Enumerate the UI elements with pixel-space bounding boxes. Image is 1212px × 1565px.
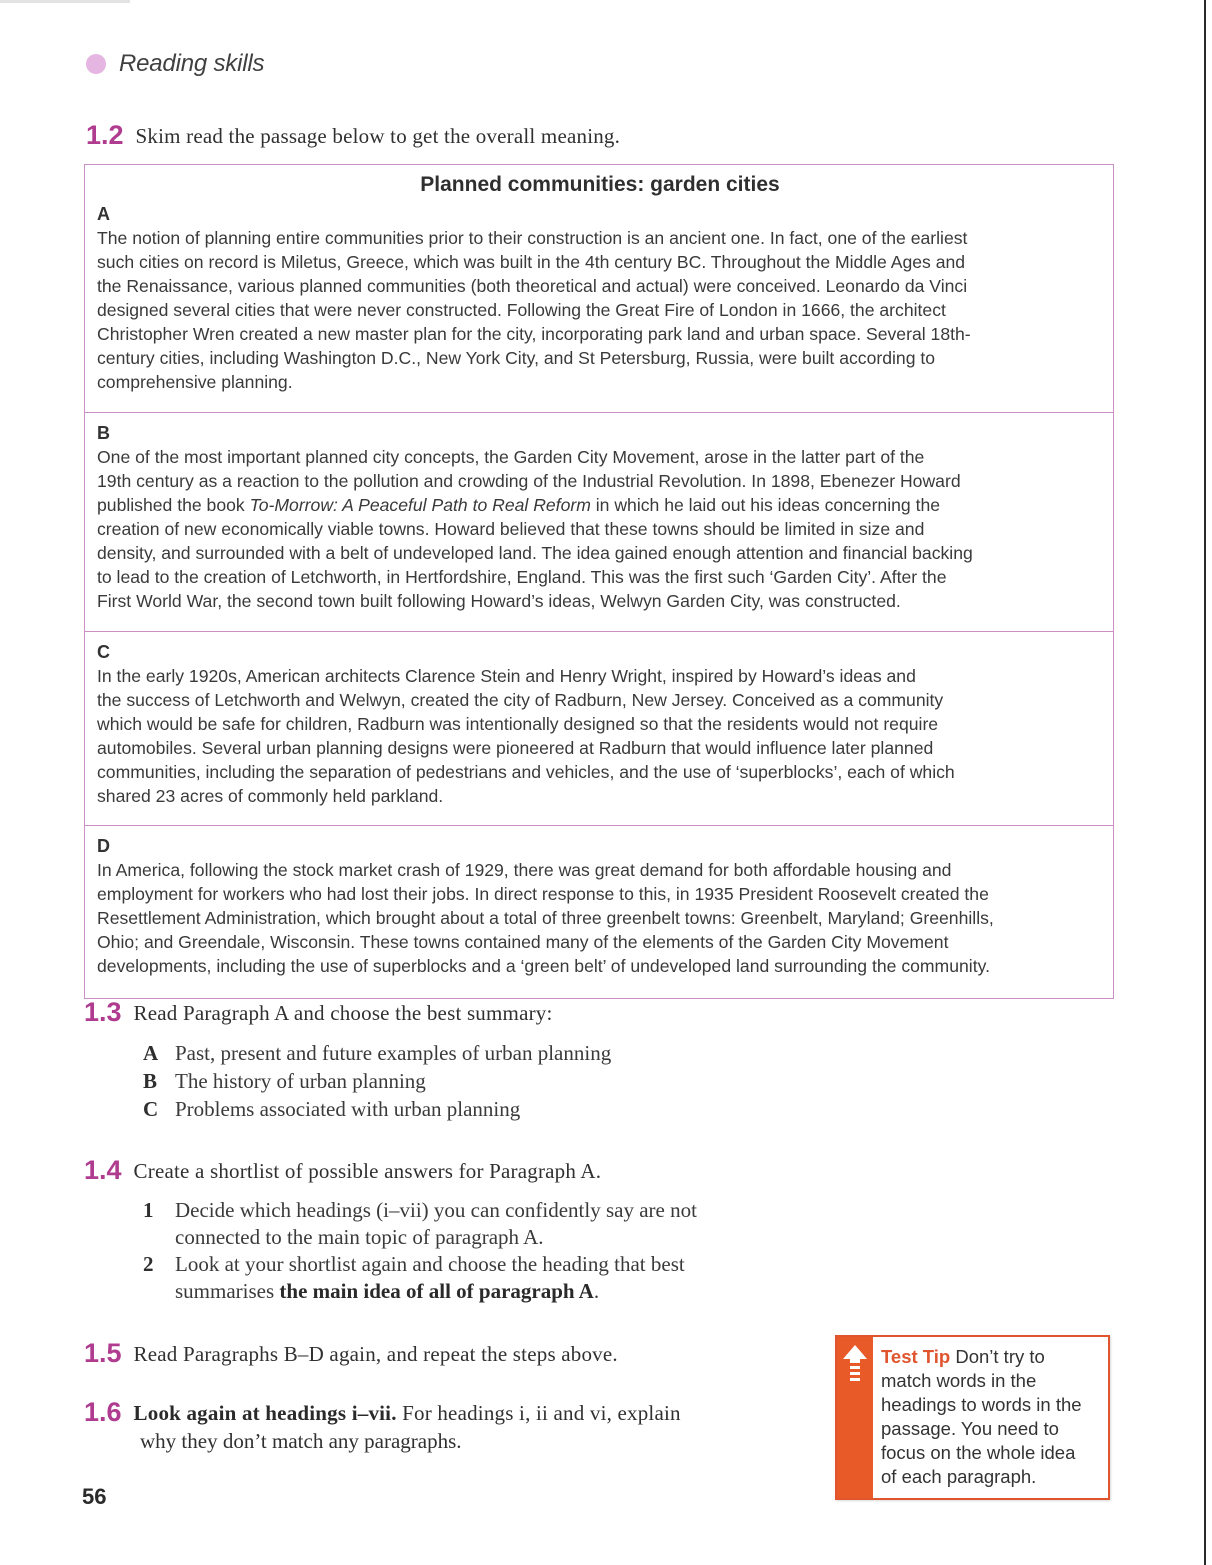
tip-line: focus on the whole idea: [881, 1442, 1076, 1463]
question-text: Create a shortlist of possible answers for Paragraph A.: [133, 1159, 602, 1183]
text-line: employment for workers who had lost their jobs. In direct response to this, in 1935 President Roosevelt created the: [97, 884, 989, 904]
bullet-dot-icon: [86, 54, 106, 74]
test-tip-box: [835, 1335, 1110, 1500]
text-line: century cities, including Washington D.C., New York City, and St Petersburg, Russia, were built according to: [97, 348, 936, 368]
paragraph-letter: A: [97, 204, 110, 224]
text-line: the success of Letchworth and Welwyn, created the city of Radburn, New Jersey. Conceived as a community: [97, 690, 944, 710]
page-edge-top: [0, 0, 130, 3]
summary-options: [143, 1039, 611, 1123]
text-line: The notion of planning entire communities prior to their construction is an ancient one. In fact, one of the earliest: [97, 228, 968, 248]
text-line: which would be safe for children, Radburn was intentionally designed so that the residents would not require: [97, 714, 939, 734]
text-run: in which he laid out his ideas concerning the: [590, 495, 941, 515]
text-run: published the book: [97, 495, 250, 515]
section-title: Reading skills: [119, 50, 265, 77]
question-number: 1.3: [84, 997, 122, 1027]
passage-box: [84, 164, 1114, 999]
paragraph-text: [97, 664, 1103, 808]
option-letter: C: [143, 1097, 159, 1121]
step-2: [143, 1251, 785, 1305]
question-number: 1.2: [86, 120, 124, 150]
paragraph-d: [85, 834, 1113, 998]
question-1-2: [86, 120, 620, 151]
option-text: Past, present and future examples of urban planning: [175, 1041, 612, 1065]
text-line: automobiles. Several urban planning designs were pioneered at Radburn that would influence later planned: [97, 738, 934, 758]
tip-content: [873, 1337, 1088, 1498]
question-1-4: [84, 1155, 601, 1186]
step-number: 2: [143, 1252, 154, 1276]
tip-line: headings to words in the: [881, 1394, 1082, 1415]
step-1: [143, 1197, 785, 1251]
paragraph-letter: C: [97, 642, 110, 662]
question-text: For headings i, ii and vi, explain: [396, 1401, 681, 1425]
question-1-3: [84, 997, 553, 1028]
question-text: Read Paragraphs B–D again, and repeat the steps above.: [133, 1342, 618, 1366]
paragraph-c: [85, 640, 1113, 826]
option-c[interactable]: [143, 1095, 611, 1123]
text-line: Resettlement Administration, which brought about a total of three greenbelt towns: Greenbelt, Maryland; Greenhills,: [97, 908, 994, 928]
text-line: One of the most important planned city concepts, the Garden City Movement, arose in the latter part of the: [97, 447, 925, 467]
text-line: developments, including the use of superblocks and a ‘green belt’ of undeveloped land surrounding the community.: [97, 956, 990, 976]
option-text: Problems associated with urban planning: [175, 1097, 521, 1121]
option-letter: B: [143, 1069, 158, 1093]
text-run: Look at your shortlist again and choose the heading that best summarises: [175, 1252, 685, 1303]
text-line: to lead to the creation of Letchworth, in Hertfordshire, England. This was the first such ‘Garden City’. After the: [97, 567, 947, 587]
tip-line: Don’t try to: [955, 1346, 1045, 1367]
option-text: The history of urban planning: [175, 1069, 426, 1093]
paragraph-text: [97, 445, 1103, 613]
question-text-line2: why they don’t match any paragraphs.: [140, 1429, 462, 1453]
text-line: density, and surrounded with a belt of undeveloped land. The idea gained enough attention and financial backing: [97, 543, 973, 563]
passage-title: Planned communities: garden cities: [420, 173, 780, 196]
text-line: In America, following the stock market crash of 1929, there was great demand for both affordable housing and: [97, 860, 952, 880]
question-1-5: [84, 1338, 618, 1369]
paragraph-text: [97, 226, 1103, 394]
step-text: [175, 1251, 785, 1305]
paragraph-letter: B: [97, 423, 110, 443]
text-line: In the early 1920s, American architects Clarence Stein and Henry Wright, inspired by Howard’s ideas and: [97, 666, 916, 686]
paragraph-b: [85, 421, 1113, 632]
text-line: shared 23 acres of commonly held parkland.: [97, 786, 444, 806]
question-text-bold: Look again at headings i–vii.: [133, 1401, 397, 1425]
option-letter: A: [143, 1041, 159, 1065]
page-edge-right: [1204, 0, 1206, 1565]
page-number: 56: [82, 1484, 107, 1509]
text-line: the Renaissance, various planned communities (both theoretical and actual) were conceived. Leonardo da Vinci: [97, 276, 968, 296]
tip-line: match words in the: [881, 1370, 1037, 1391]
paragraph-a: [85, 173, 1113, 413]
text-line: communities, including the separation of pedestrians and vehicles, and the use of ‘superblocks’, each of which: [97, 762, 955, 782]
paragraph-letter: D: [97, 836, 110, 856]
text-line: comprehensive planning.: [97, 372, 293, 392]
tip-title: Test Tip: [881, 1346, 951, 1367]
text-line: such cities on record is Miletus, Greece, which was built in the 4th century BC. Throughout the Middle Ages and: [97, 252, 966, 272]
tip-line: of each paragraph.: [881, 1466, 1037, 1487]
text-line: designed several cities that were never constructed. Following the Great Fire of London in 1666, the architect: [97, 300, 946, 320]
question-number: 1.6: [84, 1397, 122, 1427]
text-run: .: [593, 1279, 600, 1303]
option-b[interactable]: [143, 1067, 611, 1095]
arrow-up-icon: [841, 1343, 869, 1391]
question-text: Skim read the passage below to get the overall meaning.: [135, 124, 621, 148]
question-text: Read Paragraph A and choose the best summary:: [133, 1001, 553, 1025]
emphasis-text: the main idea of all of paragraph A: [279, 1279, 594, 1303]
text-line: 19th century as a reaction to the pollution and crowding of the Industrial Revolution. In 1898, Ebenezer Howard: [97, 471, 961, 491]
tip-line: passage. You need to: [881, 1418, 1059, 1439]
step-number: 1: [143, 1198, 154, 1222]
text-line: Christopher Wren created a new master plan for the city, incorporating park land and urban space. Several 18th-: [97, 324, 971, 344]
section-header: [86, 50, 264, 78]
text-line: Ohio; and Greendale, Wisconsin. These towns contained many of the elements of the Garden City Movement: [97, 932, 949, 952]
paragraph-text: [97, 858, 1103, 978]
question-number: 1.4: [84, 1155, 122, 1185]
text-line: [97, 493, 1103, 517]
option-a[interactable]: [143, 1039, 611, 1067]
text-line: creation of new economically viable towns. Howard believed that these towns should be limited in size and: [97, 519, 925, 539]
tip-sidebar: [837, 1337, 873, 1498]
text-line: First World War, the second town built following Howard’s ideas, Welwyn Garden City, was constructed.: [97, 591, 901, 611]
question-number: 1.5: [84, 1338, 122, 1368]
question-1-6: [84, 1398, 681, 1455]
book-title: To-Morrow: A Peaceful Path to Real Reform: [249, 495, 591, 515]
step-list: [143, 1197, 785, 1305]
step-text: Decide which headings (i–vii) you can confidently say are not connected to the main topic of paragraph A.: [175, 1198, 697, 1249]
